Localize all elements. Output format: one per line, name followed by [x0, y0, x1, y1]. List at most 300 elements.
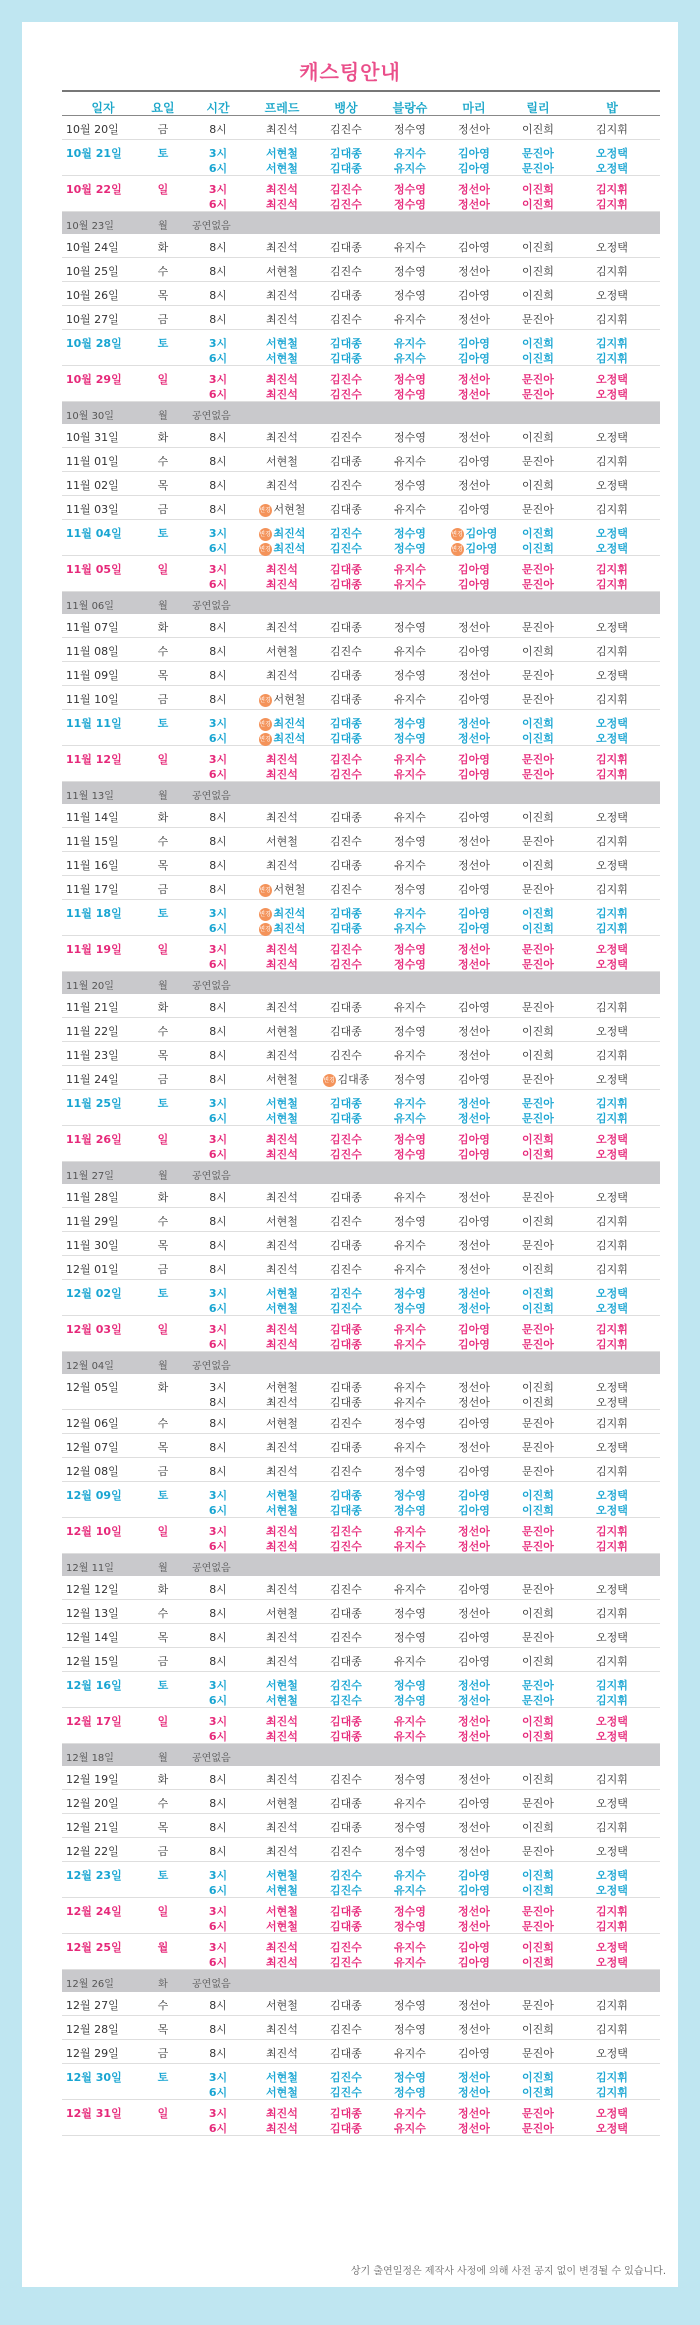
cast-bob: 김지휘 — [596, 645, 628, 658]
cast-fred: 최진석 — [266, 1956, 298, 1969]
cast-vincent: 김진수 — [330, 1465, 362, 1478]
cast-fred: 최진석 — [266, 1338, 298, 1351]
cast-marie: 김아영 — [458, 1465, 490, 1478]
cast-name: 최진석 — [273, 527, 306, 540]
row-date: 11월 09일 — [66, 669, 119, 682]
row-weekday: 토 — [157, 717, 169, 730]
cast-blanche: 유지수 — [394, 352, 426, 365]
cast-marie: 김아영 — [458, 455, 490, 468]
cast-fred: 최진석 — [266, 313, 298, 326]
cast-time: 8시 — [209, 1797, 227, 1810]
table-row — [62, 1708, 660, 1744]
cast-lily: 문진아 — [522, 1338, 554, 1351]
cast-lily: 문진아 — [522, 1631, 554, 1644]
cast-marie: 김아영 — [458, 1655, 490, 1668]
cast-blanche: 정수영 — [394, 717, 426, 730]
cast-vincent: 김진수 — [330, 1417, 362, 1430]
row-weekday: 금 — [157, 123, 169, 136]
table-row — [62, 1838, 660, 1862]
cast-blanche: 정수영 — [394, 1920, 426, 1933]
row-weekday: 금 — [157, 1655, 169, 1668]
no-show-row — [62, 1554, 660, 1576]
cast-vincent: 김대종 — [330, 1381, 362, 1394]
cast-lily: 문진아 — [522, 503, 554, 516]
cast-time: 6시 — [208, 1884, 228, 1897]
cast-vincent: 김진수 — [330, 1869, 362, 1882]
cast-marie: 김아영 — [458, 337, 490, 350]
cast-marie: 정선아 — [458, 431, 490, 444]
row-weekday: 월 — [158, 1753, 168, 1764]
cast-time: 3시 — [208, 1905, 228, 1918]
cast-fred: 서현철 — [266, 1694, 298, 1707]
cast-bob: 오정택 — [596, 1884, 628, 1897]
row-date: 10월 21일 — [66, 147, 122, 160]
cast-fred: 서현철 — [266, 1905, 298, 1918]
table-row — [62, 520, 660, 556]
cast-vincent: 김진수 — [330, 1845, 362, 1858]
no-show-label: 공연없음 — [192, 791, 231, 802]
cast-fred: 서현철 — [266, 1607, 298, 1620]
change-badge: 변경 — [259, 543, 272, 556]
cast-lily: 문진아 — [522, 578, 554, 591]
cast-bob: 김지휘 — [596, 352, 628, 365]
cast-vincent: 김진수 — [330, 1631, 362, 1644]
cast-marie: 정선아 — [458, 1715, 490, 1728]
cast-time: 8시 — [209, 1025, 227, 1038]
cast-time: 3시 — [208, 1287, 228, 1300]
table-row — [62, 2040, 660, 2064]
cast-fred: 최진석 — [266, 2023, 298, 2036]
row-weekday: 수 — [157, 265, 169, 278]
cast-blanche: 정수영 — [394, 1845, 426, 1858]
cast-bob: 김지휘 — [596, 2086, 628, 2099]
cast-time: 3시 — [208, 563, 228, 576]
cast-marie: 정선아 — [458, 835, 490, 848]
cast-lily: 이진희 — [522, 1302, 554, 1315]
cast-lily: 이진희 — [522, 241, 554, 254]
cast-marie: 김아영 — [458, 1417, 490, 1430]
cast-bob: 오정택 — [596, 431, 628, 444]
cast-time: 8시 — [209, 811, 227, 824]
row-date: 12월 03일 — [66, 1323, 122, 1336]
cast-lily: 문진아 — [522, 373, 554, 386]
cast-time: 8시 — [209, 2047, 227, 2060]
cast-lily: 이진희 — [522, 907, 554, 920]
row-date: 11월 12일 — [66, 753, 122, 766]
row-date: 10월 28일 — [66, 337, 122, 350]
cast-blanche: 유지수 — [394, 1715, 426, 1728]
cast-marie: 김아영 — [458, 241, 490, 254]
cast-fred: 최진석 — [266, 859, 298, 872]
cast-vincent: 김진수 — [330, 943, 362, 956]
cast-blanche: 유지수 — [394, 811, 426, 824]
cast-marie: 김아영 — [458, 1631, 490, 1644]
table-row — [62, 2100, 660, 2136]
row-date: 12월 16일 — [66, 1679, 122, 1692]
cast-name: 서현철 — [273, 883, 306, 896]
cast-vincent: 김대종 — [330, 1396, 362, 1409]
header-date: 일자 — [91, 101, 115, 115]
cast-bob: 오정택 — [596, 958, 628, 971]
cast-bob: 김지휘 — [596, 1821, 628, 1834]
row-weekday: 일 — [157, 1525, 169, 1538]
row-date: 11월 06일 — [66, 601, 114, 612]
cast-lily: 문진아 — [522, 2107, 554, 2120]
table-row — [62, 1600, 660, 1624]
cast-blanche: 유지수 — [394, 1263, 426, 1276]
cast-fred — [250, 920, 314, 936]
row-weekday: 토 — [157, 147, 169, 160]
row-weekday: 일 — [157, 183, 169, 196]
cast-bob: 오정택 — [596, 1302, 628, 1315]
row-date: 12월 26일 — [66, 1979, 114, 1990]
cast-marie: 정선아 — [458, 2086, 490, 2099]
cast-bob: 김지휘 — [596, 1239, 628, 1252]
row-date: 12월 20일 — [66, 1797, 119, 1810]
cast-lily: 문진아 — [522, 1001, 554, 1014]
cast-marie: 정선아 — [458, 1821, 490, 1834]
cast-blanche: 정수영 — [394, 2023, 426, 2036]
cast-vincent: 김대종 — [330, 162, 362, 175]
cast-fred: 최진석 — [266, 563, 298, 576]
cast-time: 8시 — [209, 1417, 227, 1430]
cast-marie: 정선아 — [458, 2023, 490, 2036]
cast-fred: 서현철 — [266, 1920, 298, 1933]
cast-marie: 김아영 — [458, 645, 490, 658]
cast-fred — [250, 881, 314, 897]
cast-lily: 문진아 — [522, 1465, 554, 1478]
cast-bob: 오정택 — [596, 2122, 628, 2135]
row-weekday: 화 — [157, 1001, 169, 1014]
table-row — [62, 936, 660, 972]
row-date: 12월 13일 — [66, 1607, 119, 1620]
cast-time: 6시 — [208, 922, 228, 935]
cast-lily: 이진희 — [522, 1263, 554, 1276]
cast-marie: 정선아 — [458, 198, 490, 211]
cast-blanche: 유지수 — [394, 1525, 426, 1538]
cast-vincent: 김대종 — [330, 717, 362, 730]
cast-time: 6시 — [208, 958, 228, 971]
row-weekday: 월 — [158, 411, 168, 422]
row-date: 10월 31일 — [66, 431, 119, 444]
cast-lily: 문진아 — [522, 958, 554, 971]
cast-bob: 오정택 — [596, 1381, 628, 1394]
cast-time: 6시 — [208, 198, 228, 211]
cast-blanche: 유지수 — [394, 241, 426, 254]
cast-blanche: 유지수 — [394, 1239, 426, 1252]
cast-time: 3시 — [208, 1941, 228, 1954]
row-date: 12월 06일 — [66, 1417, 119, 1430]
cast-time: 6시 — [208, 1540, 228, 1553]
row-weekday: 목 — [157, 859, 169, 872]
row-weekday: 목 — [157, 479, 169, 492]
cast-time: 8시 — [209, 123, 227, 136]
no-show-row — [62, 402, 660, 424]
cast-fred: 서현철 — [266, 1797, 298, 1810]
cast-bob: 오정택 — [596, 1504, 628, 1517]
cast-fred: 최진석 — [266, 1773, 298, 1786]
cast-vincent: 김대종 — [330, 1338, 362, 1351]
cast-vincent: 김진수 — [330, 123, 362, 136]
header-vincent: 뱅상 — [334, 101, 358, 115]
cast-bob: 오정택 — [596, 1148, 628, 1161]
cast-marie: 정선아 — [458, 1396, 490, 1409]
row-date: 12월 30일 — [66, 2071, 122, 2084]
cast-marie: 정선아 — [458, 388, 490, 401]
cast-lily: 이진희 — [522, 123, 554, 136]
cast-marie: 김아영 — [458, 289, 490, 302]
cast-bob: 오정택 — [596, 241, 628, 254]
cast-lily: 이진희 — [522, 431, 554, 444]
row-weekday: 토 — [157, 337, 169, 350]
cast-bob: 김지휘 — [596, 563, 628, 576]
cast-vincent: 김진수 — [330, 183, 362, 196]
table-row — [62, 900, 660, 936]
cast-lily: 문진아 — [522, 1239, 554, 1252]
cast-vincent: 김대종 — [330, 563, 362, 576]
cast-bob: 오정택 — [596, 527, 628, 540]
cast-blanche: 정수영 — [394, 1607, 426, 1620]
no-show-label: 공연없음 — [192, 1563, 231, 1574]
row-weekday: 수 — [157, 1215, 169, 1228]
cast-vincent: 김진수 — [330, 1263, 362, 1276]
cast-blanche: 정수영 — [394, 1631, 426, 1644]
cast-fred: 서현철 — [266, 1112, 298, 1125]
row-weekday: 수 — [157, 645, 169, 658]
cast-vincent: 김진수 — [330, 1941, 362, 1954]
row-weekday: 토 — [157, 1679, 169, 1692]
row-weekday: 목 — [157, 2023, 169, 2036]
cast-vincent: 김진수 — [330, 645, 362, 658]
cast-fred: 서현철 — [266, 455, 298, 468]
cast-lily: 문진아 — [522, 388, 554, 401]
row-weekday: 목 — [157, 1239, 169, 1252]
row-weekday: 수 — [157, 1417, 169, 1430]
row-date: 12월 11일 — [66, 1563, 114, 1574]
table-row — [62, 1992, 660, 2016]
cast-blanche: 정수영 — [394, 123, 426, 136]
cast-vincent: 김대종 — [330, 1191, 362, 1204]
no-show-row — [62, 1744, 660, 1766]
cast-marie: 김아영 — [458, 693, 490, 706]
cast-fred: 최진석 — [266, 1540, 298, 1553]
cast-blanche: 유지수 — [394, 1941, 426, 1954]
header-fred: 프레드 — [264, 101, 300, 115]
cast-marie: 정선아 — [458, 1694, 490, 1707]
cast-lily: 이진희 — [522, 2071, 554, 2084]
header-bob: 밥 — [606, 101, 618, 115]
row-weekday: 수 — [157, 1025, 169, 1038]
row-date: 11월 19일 — [66, 943, 122, 956]
cast-blanche: 유지수 — [394, 1956, 426, 1969]
cast-marie: 김아영 — [458, 2047, 490, 2060]
cast-marie: 김아영 — [458, 1504, 490, 1517]
cast-bob: 오정택 — [596, 542, 628, 555]
cast-blanche: 정수영 — [394, 669, 426, 682]
cast-blanche: 정수영 — [394, 388, 426, 401]
cast-marie: 정선아 — [458, 373, 490, 386]
cast-time: 8시 — [209, 859, 227, 872]
cast-fred: 서현철 — [266, 1381, 298, 1394]
cast-vincent: 김대종 — [330, 2122, 362, 2135]
cast-lily: 이진희 — [522, 1956, 554, 1969]
cast-blanche: 정수영 — [394, 1504, 426, 1517]
cast-fred: 최진석 — [266, 1323, 298, 1336]
cast-time: 8시 — [209, 1773, 227, 1786]
cast-fred: 최진석 — [266, 811, 298, 824]
cast-vincent: 김대종 — [330, 811, 362, 824]
cast-vincent: 김진수 — [330, 1773, 362, 1786]
cast-vincent: 김진수 — [330, 835, 362, 848]
cast-time: 6시 — [208, 352, 228, 365]
cast-fred: 최진석 — [266, 1133, 298, 1146]
cast-vincent: 김진수 — [330, 1884, 362, 1897]
cast-time: 8시 — [209, 479, 227, 492]
row-weekday: 화 — [157, 1583, 169, 1596]
cast-time: 8시 — [209, 1583, 227, 1596]
cast-lily: 문진아 — [522, 753, 554, 766]
cast-time: 3시 — [208, 753, 228, 766]
change-badge: 변경 — [259, 504, 272, 517]
cast-fred: 서현철 — [266, 147, 298, 160]
row-date: 12월 25일 — [66, 1941, 122, 1954]
cast-blanche: 유지수 — [394, 2122, 426, 2135]
cast-fred: 최진석 — [266, 1631, 298, 1644]
cast-marie: 정선아 — [458, 1191, 490, 1204]
cast-blanche: 정수영 — [394, 183, 426, 196]
row-date: 12월 14일 — [66, 1631, 119, 1644]
cast-marie: 김아영 — [458, 1215, 490, 1228]
cast-lily: 문진아 — [522, 455, 554, 468]
row-weekday: 일 — [157, 563, 169, 576]
cast-bob: 오정택 — [596, 1073, 628, 1086]
table-row — [62, 1648, 660, 1672]
cast-lily: 문진아 — [522, 1999, 554, 2012]
cast-marie: 정선아 — [458, 1999, 490, 2012]
table-row — [62, 472, 660, 496]
cast-marie: 정선아 — [458, 1730, 490, 1743]
no-show-label: 공연없음 — [192, 1979, 231, 1990]
row-weekday: 목 — [157, 1821, 169, 1834]
cast-bob: 김지휘 — [596, 753, 628, 766]
cast-marie: 김아영 — [458, 1869, 490, 1882]
cast-time: 8시 — [209, 1441, 227, 1454]
cast-blanche: 정수영 — [394, 527, 426, 540]
row-date: 11월 23일 — [66, 1049, 119, 1062]
cast-time: 3시 — [208, 907, 228, 920]
cast-lily: 이진희 — [522, 811, 554, 824]
cast-blanche: 정수영 — [394, 1073, 426, 1086]
cast-lily: 이진희 — [522, 1133, 554, 1146]
cast-blanche: 유지수 — [394, 1381, 426, 1394]
cast-lily: 이진희 — [522, 732, 554, 745]
cast-fred — [250, 525, 314, 541]
cast-bob: 오정택 — [596, 1441, 628, 1454]
cast-bob: 오정택 — [596, 1287, 628, 1300]
cast-bob: 김지휘 — [596, 1323, 628, 1336]
cast-bob: 오정택 — [596, 859, 628, 872]
cast-time: 3시 — [208, 373, 228, 386]
table-row — [62, 496, 660, 520]
cast-blanche: 정수영 — [394, 373, 426, 386]
cast-fred: 최진석 — [266, 1465, 298, 1478]
no-show-label: 공연없음 — [192, 1361, 231, 1372]
cast-bob: 오정택 — [596, 388, 628, 401]
row-weekday: 수 — [157, 1607, 169, 1620]
row-weekday: 목 — [157, 1049, 169, 1062]
cast-vincent: 김진수 — [330, 373, 362, 386]
cast-vincent: 김대종 — [330, 621, 362, 634]
cast-lily: 이진희 — [522, 1941, 554, 1954]
cast-marie — [442, 525, 506, 541]
cast-bob: 김지휘 — [596, 1263, 628, 1276]
cast-marie: 김아영 — [458, 907, 490, 920]
cast-marie: 김아영 — [458, 1797, 490, 1810]
change-badge: 변경 — [259, 718, 272, 731]
row-weekday: 월 — [158, 1171, 168, 1182]
cast-bob: 오정택 — [596, 1191, 628, 1204]
cast-lily: 이진희 — [522, 717, 554, 730]
table-row — [62, 1814, 660, 1838]
cast-lily: 문진아 — [522, 883, 554, 896]
table-row — [62, 1862, 660, 1898]
cast-bob: 김지휘 — [596, 1001, 628, 1014]
cast-bob: 김지휘 — [596, 1540, 628, 1553]
cast-vincent: 김대종 — [330, 1441, 362, 1454]
cast-time: 8시 — [209, 1821, 227, 1834]
row-weekday: 토 — [157, 1287, 169, 1300]
cast-bob: 김지휘 — [596, 578, 628, 591]
cast-time: 6시 — [208, 578, 228, 591]
cast-blanche: 유지수 — [394, 1583, 426, 1596]
change-badge: 변경 — [259, 908, 272, 921]
cast-blanche: 유지수 — [394, 503, 426, 516]
cast-marie: 정선아 — [458, 717, 490, 730]
cast-name: 김아영 — [465, 542, 498, 555]
cast-name: 서현철 — [273, 503, 306, 516]
cast-fred: 서현철 — [266, 1489, 298, 1502]
cast-lily: 문진아 — [522, 1679, 554, 1692]
row-date: 11월 01일 — [66, 455, 119, 468]
header-marie: 마리 — [462, 101, 486, 115]
cast-fred: 최진석 — [266, 958, 298, 971]
cast-lily: 이진희 — [522, 2086, 554, 2099]
cast-marie: 정선아 — [458, 669, 490, 682]
row-date: 11월 16일 — [66, 859, 119, 872]
row-date: 11월 20일 — [66, 981, 114, 992]
cast-bob: 오정택 — [596, 1715, 628, 1728]
cast-time: 8시 — [209, 1845, 227, 1858]
cast-lily: 문진아 — [522, 693, 554, 706]
cast-marie: 정선아 — [458, 1525, 490, 1538]
row-date: 11월 29일 — [66, 1215, 119, 1228]
cast-bob: 김지휘 — [596, 265, 628, 278]
cast-blanche: 유지수 — [394, 455, 426, 468]
cast-time: 3시 — [208, 2071, 228, 2084]
cast-marie: 김아영 — [458, 1489, 490, 1502]
cast-bob: 김지휘 — [596, 183, 628, 196]
cast-bob: 오정택 — [596, 1133, 628, 1146]
row-weekday: 금 — [157, 1465, 169, 1478]
cast-fred: 최진석 — [266, 431, 298, 444]
table-row — [62, 2064, 660, 2100]
cast-lily: 문진아 — [522, 1583, 554, 1596]
cast-vincent: 김진수 — [330, 1287, 362, 1300]
row-weekday: 수 — [157, 1797, 169, 1810]
row-date: 12월 02일 — [66, 1287, 122, 1300]
cast-vincent: 김대종 — [330, 1489, 362, 1502]
cast-bob: 오정택 — [596, 289, 628, 302]
